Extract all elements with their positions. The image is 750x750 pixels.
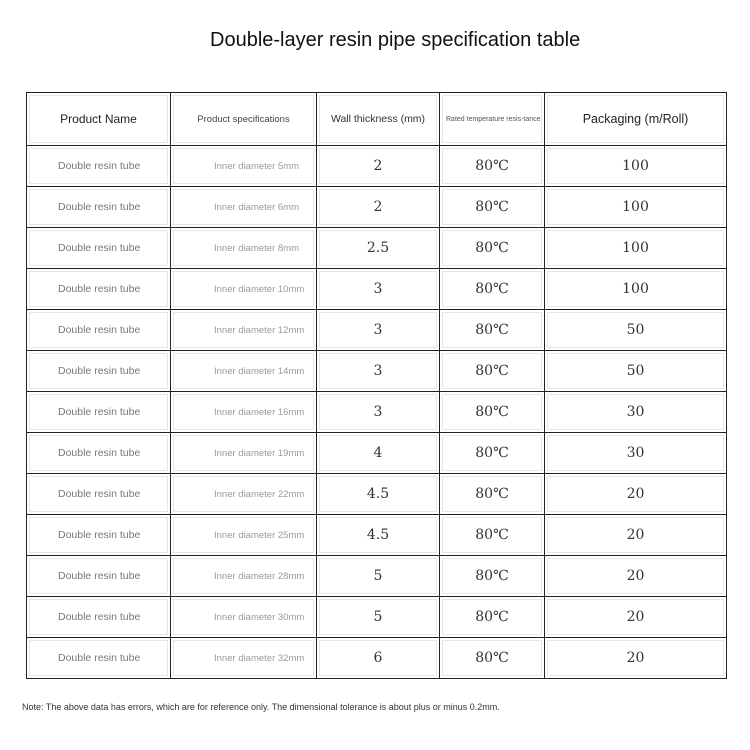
cell-rated-temperature <box>440 392 545 433</box>
cell-value: 30 <box>547 435 724 471</box>
cell-packaging <box>545 474 727 515</box>
cell-product-name <box>27 474 171 515</box>
cell-rated-temperature <box>440 187 545 228</box>
cell-product-name <box>27 638 171 679</box>
cell-packaging <box>545 351 727 392</box>
cell-value: 80℃ <box>442 189 542 225</box>
cell-value: 100 <box>547 189 724 225</box>
cell-product-specification <box>171 269 317 310</box>
cell-rated-temperature <box>440 228 545 269</box>
cell-rated-temperature <box>440 351 545 392</box>
cell-value: 3 <box>319 312 437 348</box>
cell-value: 20 <box>547 517 724 553</box>
footnote: Note: The above data has errors, which are for reference only. The dimensional tolerance is about plus or minus 0.2mm. <box>22 702 500 712</box>
cell-rated-temperature <box>440 638 545 679</box>
cell-value: 2 <box>319 148 437 184</box>
cell-product-specification <box>171 556 317 597</box>
cell-value: 80℃ <box>442 353 542 389</box>
cell-value: 5 <box>319 599 437 635</box>
cell-rated-temperature <box>440 269 545 310</box>
cell-rated-temperature <box>440 310 545 351</box>
cell-value: 100 <box>547 148 724 184</box>
cell-product-specification <box>171 597 317 638</box>
cell-value: 80℃ <box>442 271 542 307</box>
cell-product-name <box>27 310 171 351</box>
cell-value: 100 <box>547 271 724 307</box>
table-row <box>27 228 727 269</box>
cell-packaging <box>545 146 727 187</box>
cell-value: 20 <box>547 640 724 676</box>
header-label: Rated temperature resis-tance <box>442 95 542 143</box>
cell-wall-thickness <box>317 187 440 228</box>
cell-value: 5 <box>319 558 437 594</box>
cell-packaging <box>545 638 727 679</box>
header-label: Packaging (m/Roll) <box>547 95 724 143</box>
table-body <box>27 146 727 679</box>
cell-value: 80℃ <box>442 394 542 430</box>
cell-value: Inner diameter 8mm <box>173 230 314 266</box>
cell-product-specification <box>171 310 317 351</box>
cell-value: 80℃ <box>442 435 542 471</box>
cell-rated-temperature <box>440 146 545 187</box>
cell-value: Double resin tube <box>29 558 168 594</box>
cell-value: 20 <box>547 558 724 594</box>
cell-value: Inner diameter 5mm <box>173 148 314 184</box>
cell-wall-thickness <box>317 515 440 556</box>
cell-product-specification <box>171 146 317 187</box>
cell-product-name <box>27 515 171 556</box>
cell-product-name <box>27 392 171 433</box>
cell-wall-thickness <box>317 392 440 433</box>
cell-wall-thickness <box>317 146 440 187</box>
table-row <box>27 433 727 474</box>
table-row <box>27 597 727 638</box>
cell-product-specification <box>171 392 317 433</box>
table-row <box>27 146 727 187</box>
cell-value: Inner diameter 25mm <box>173 517 314 553</box>
cell-product-name <box>27 433 171 474</box>
table-row <box>27 515 727 556</box>
cell-packaging <box>545 392 727 433</box>
cell-value: 80℃ <box>442 640 542 676</box>
cell-value: Double resin tube <box>29 230 168 266</box>
cell-wall-thickness <box>317 310 440 351</box>
cell-value: 20 <box>547 476 724 512</box>
table-row <box>27 187 727 228</box>
header-product-name <box>27 93 171 146</box>
cell-wall-thickness <box>317 228 440 269</box>
cell-wall-thickness <box>317 638 440 679</box>
cell-product-specification <box>171 515 317 556</box>
table-row <box>27 310 727 351</box>
cell-value: 80℃ <box>442 558 542 594</box>
cell-value: 2.5 <box>319 230 437 266</box>
cell-value: 3 <box>319 394 437 430</box>
cell-value: Double resin tube <box>29 599 168 635</box>
cell-value: 50 <box>547 353 724 389</box>
cell-packaging <box>545 310 727 351</box>
header-label: Wall thickness (mm) <box>319 95 437 143</box>
cell-rated-temperature <box>440 474 545 515</box>
cell-value: 80℃ <box>442 599 542 635</box>
cell-value: Inner diameter 16mm <box>173 394 314 430</box>
cell-product-name <box>27 146 171 187</box>
cell-value: 80℃ <box>442 148 542 184</box>
cell-packaging <box>545 433 727 474</box>
table-row <box>27 351 727 392</box>
cell-packaging <box>545 556 727 597</box>
cell-wall-thickness <box>317 556 440 597</box>
cell-value: 4.5 <box>319 476 437 512</box>
cell-value: 80℃ <box>442 312 542 348</box>
cell-product-specification <box>171 228 317 269</box>
cell-value: 2 <box>319 189 437 225</box>
cell-value: 50 <box>547 312 724 348</box>
header-packaging <box>545 93 727 146</box>
cell-value: 80℃ <box>442 517 542 553</box>
cell-product-specification <box>171 187 317 228</box>
cell-wall-thickness <box>317 269 440 310</box>
cell-wall-thickness <box>317 433 440 474</box>
cell-product-name <box>27 351 171 392</box>
cell-packaging <box>545 515 727 556</box>
cell-value: 4 <box>319 435 437 471</box>
specification-table <box>26 92 727 679</box>
header-label: Product Name <box>29 95 168 143</box>
cell-product-specification <box>171 638 317 679</box>
cell-value: Inner diameter 14mm <box>173 353 314 389</box>
cell-value: Double resin tube <box>29 148 168 184</box>
cell-value: 3 <box>319 353 437 389</box>
cell-value: Inner diameter 19mm <box>173 435 314 471</box>
cell-rated-temperature <box>440 433 545 474</box>
cell-value: Double resin tube <box>29 312 168 348</box>
cell-wall-thickness <box>317 351 440 392</box>
table-row <box>27 556 727 597</box>
cell-value: 100 <box>547 230 724 266</box>
cell-product-name <box>27 269 171 310</box>
header-product-specifications <box>171 93 317 146</box>
cell-packaging <box>545 228 727 269</box>
cell-value: Inner diameter 6mm <box>173 189 314 225</box>
cell-rated-temperature <box>440 515 545 556</box>
cell-value: 4.5 <box>319 517 437 553</box>
table-row <box>27 392 727 433</box>
cell-value: Double resin tube <box>29 640 168 676</box>
cell-value: 80℃ <box>442 476 542 512</box>
cell-value: Double resin tube <box>29 189 168 225</box>
cell-packaging <box>545 597 727 638</box>
cell-rated-temperature <box>440 556 545 597</box>
cell-value: Double resin tube <box>29 476 168 512</box>
cell-value: Inner diameter 12mm <box>173 312 314 348</box>
cell-wall-thickness <box>317 597 440 638</box>
cell-value: 3 <box>319 271 437 307</box>
cell-packaging <box>545 269 727 310</box>
cell-value: Double resin tube <box>29 353 168 389</box>
cell-value: Inner diameter 30mm <box>173 599 314 635</box>
header-rated-temperature <box>440 93 545 146</box>
cell-product-name <box>27 228 171 269</box>
table-row <box>27 269 727 310</box>
cell-value: Double resin tube <box>29 435 168 471</box>
cell-product-specification <box>171 474 317 515</box>
cell-value: Inner diameter 32mm <box>173 640 314 676</box>
cell-value: 80℃ <box>442 230 542 266</box>
cell-product-specification <box>171 433 317 474</box>
cell-product-name <box>27 187 171 228</box>
table-header-row <box>27 93 727 146</box>
page-title: Double-layer resin pipe specification table <box>210 29 581 51</box>
cell-wall-thickness <box>317 474 440 515</box>
table-row <box>27 474 727 515</box>
cell-product-specification <box>171 351 317 392</box>
cell-value: 30 <box>547 394 724 430</box>
cell-value: Inner diameter 10mm <box>173 271 314 307</box>
table-row <box>27 638 727 679</box>
header-wall-thickness <box>317 93 440 146</box>
cell-product-name <box>27 556 171 597</box>
cell-value: Inner diameter 28mm <box>173 558 314 594</box>
cell-value: 20 <box>547 599 724 635</box>
cell-rated-temperature <box>440 597 545 638</box>
cell-value: 6 <box>319 640 437 676</box>
header-label: Product specifications <box>173 95 314 143</box>
cell-packaging <box>545 187 727 228</box>
cell-value: Double resin tube <box>29 394 168 430</box>
cell-value: Double resin tube <box>29 271 168 307</box>
cell-product-name <box>27 597 171 638</box>
cell-value: Double resin tube <box>29 517 168 553</box>
cell-value: Inner diameter 22mm <box>173 476 314 512</box>
